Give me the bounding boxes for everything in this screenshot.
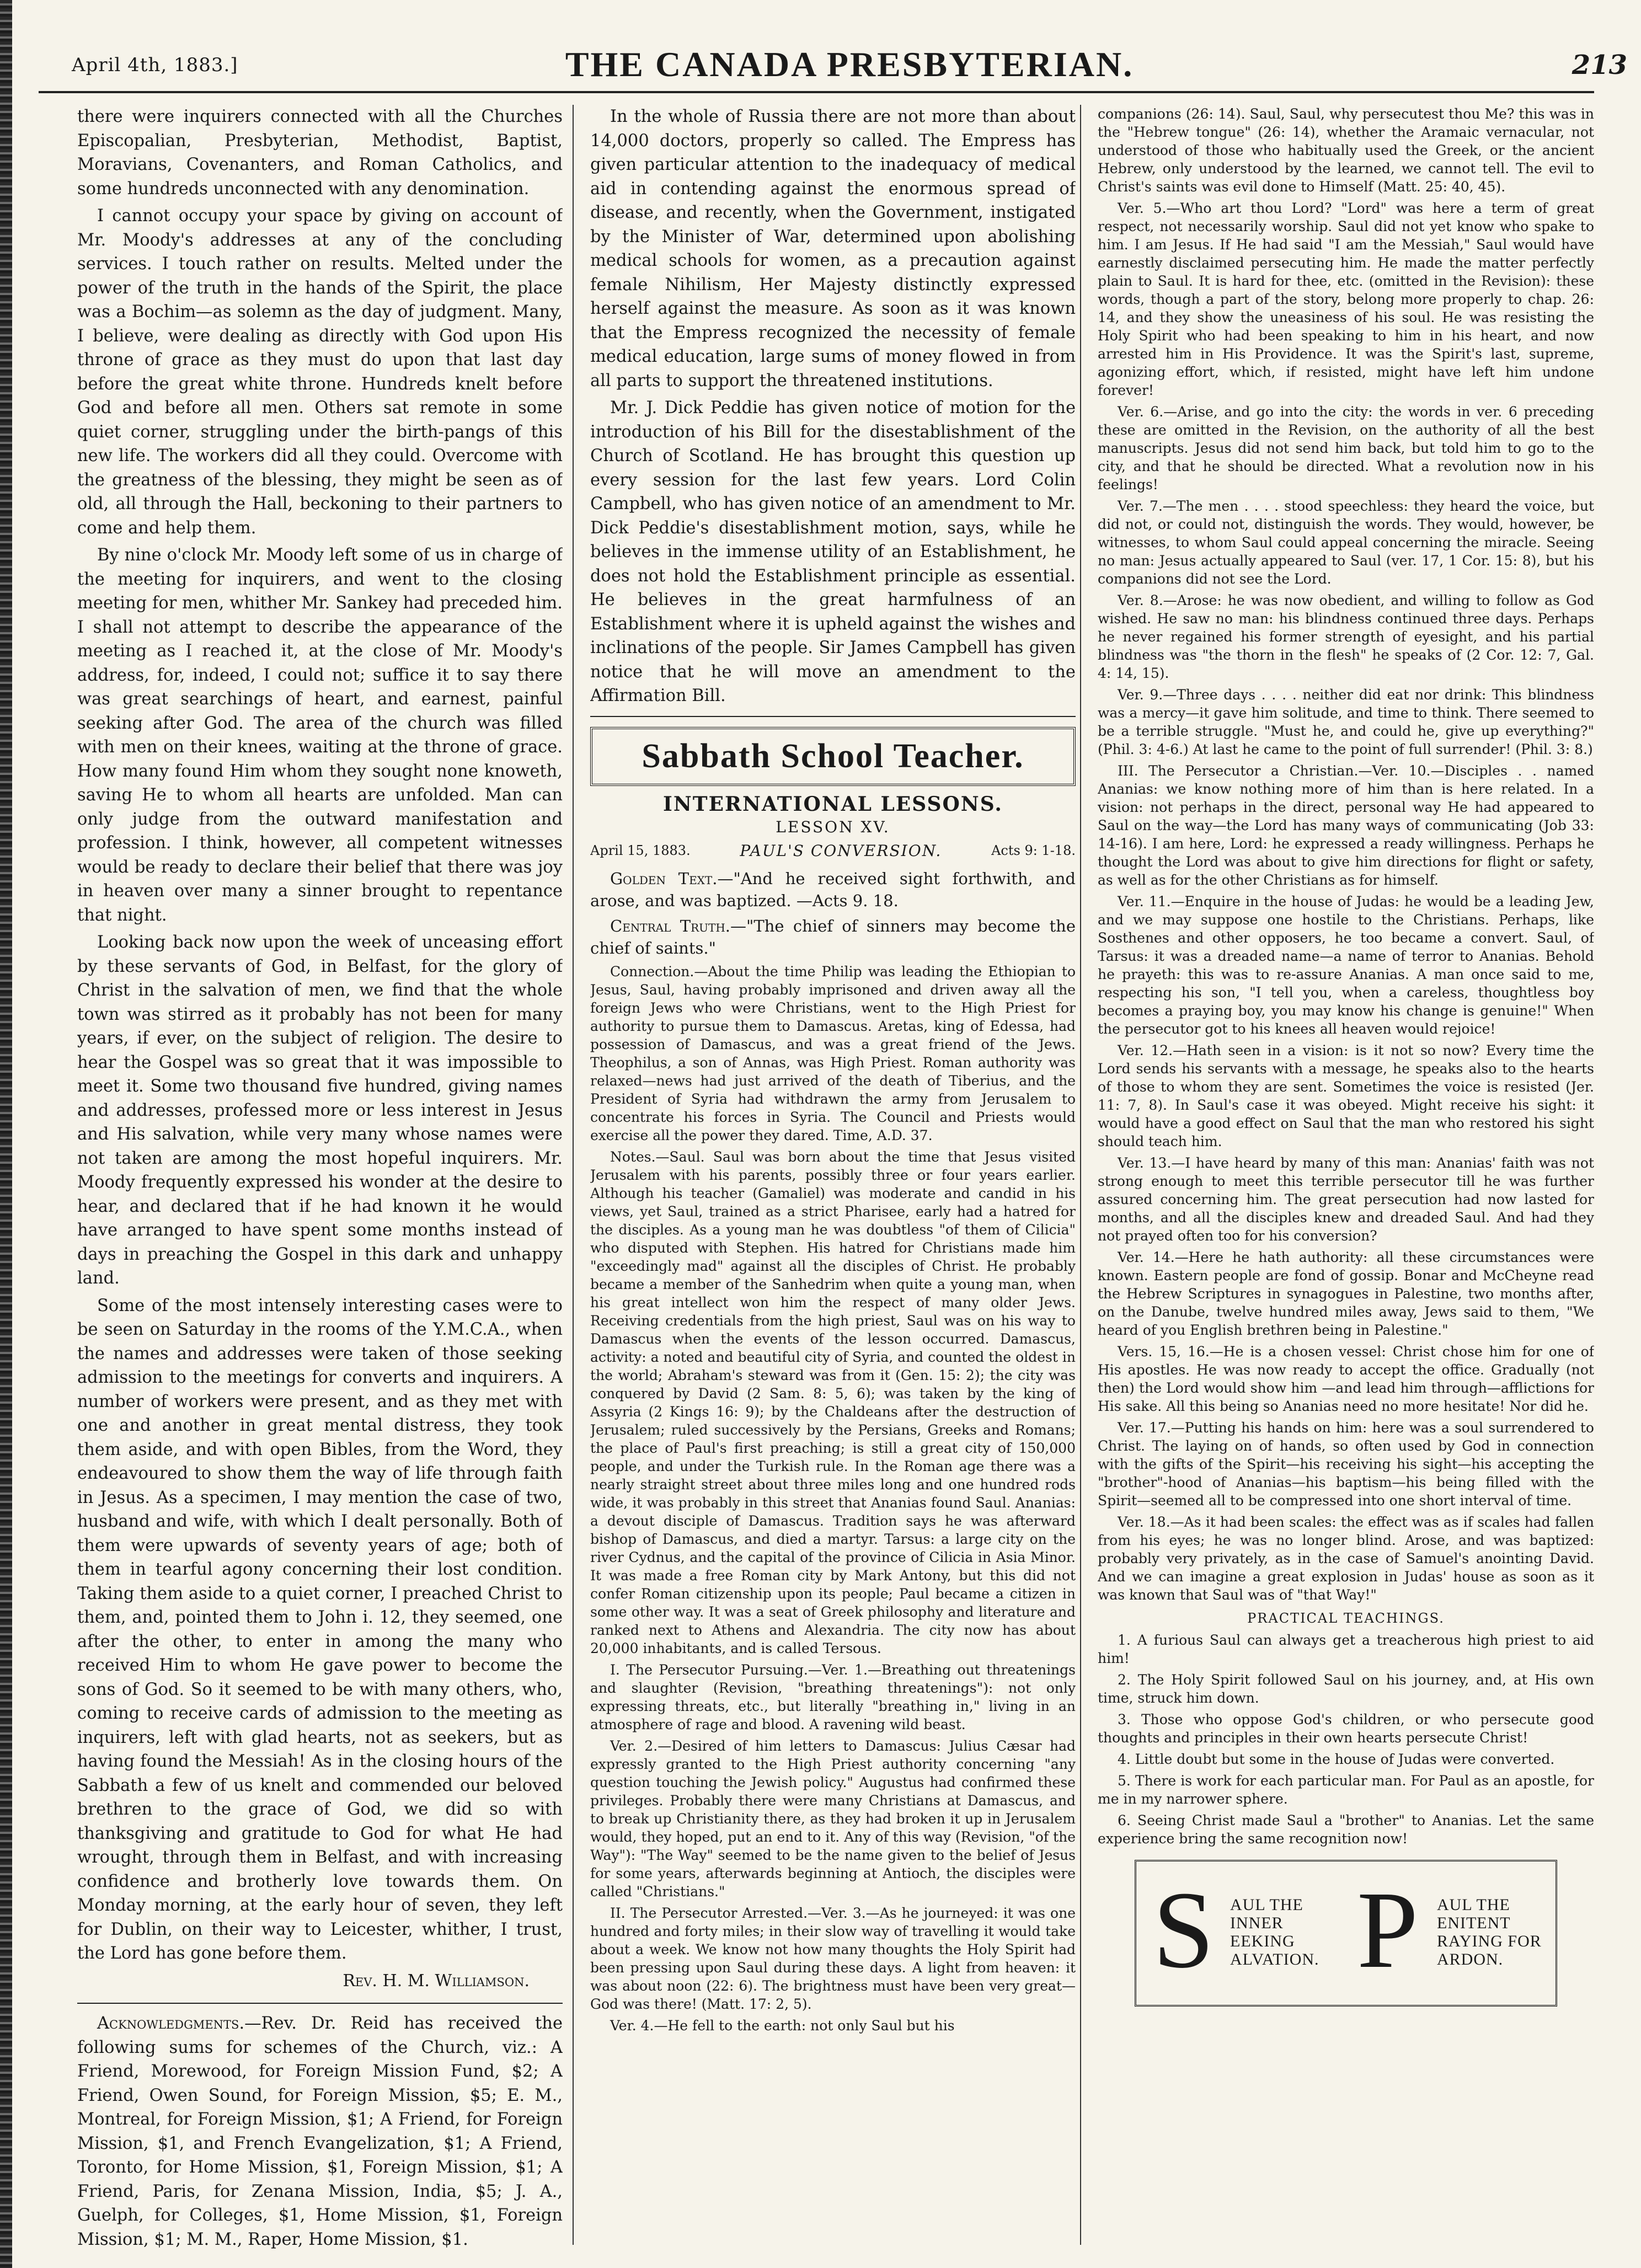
teaching-item: 2. The Holy Spirit followed Saul on his journey, and, at His own time, struck him down.: [1098, 1672, 1594, 1706]
central-truth-body: —"The chief of sinners may become the chief of saints.": [590, 916, 1076, 958]
issue-date: April 4th, 1883.]: [72, 54, 238, 76]
acrostic-line: RAYING FOR: [1437, 1932, 1542, 1950]
article-paragraph: Looking back now upon the week of unceasing effort by these servants of God, in Belfast, for the glory of Christ in the salvation of men, we find that the whole town was stirred as it probably has not been for many years, if ever, on the subject of religion. The desire to hear the Gospel was so great that it was impossible to meet it. Some two thousand five hundred, giving names and addresses, professed more or less interest in Jesus and His salvation, while very many whose names were not taken are among the most hopeful inquirers. Mr. Moody frequently expressed his wonder at the desire to hear, and declared that if he had known it he would have arranged to have spent some months instead of days in preaching the Gospel in this dark and unhappy land.: [77, 933, 563, 1288]
central-truth: [590, 915, 1076, 959]
page-binding-edge: [0, 0, 12, 2268]
lesson-reference: Acts 9: 1-18.: [991, 843, 1076, 858]
acrostic-line: ALVATION.: [1230, 1950, 1319, 1969]
lesson-title: PAUL'S CONVERSION.: [740, 841, 942, 860]
acrostic-line: ARDON.: [1437, 1950, 1504, 1969]
column-1: [77, 105, 563, 2256]
teaching-item: 4. Little doubt but some in the house of Judas were converted.: [1118, 1751, 1555, 1767]
article-paragraph: I cannot occupy your space by giving on account of Mr. Moody's addresses at any of the concluding services. I touch rather on results. Melted under the power of the truth in the hands of the Spirit, the place was a Bochim—as solemn as the day of judgment. Many, I believe, were dealing as directly with God upon His throne of grace as they must do upon that last day before the great white throne. Hundreds knelt before God and before all men. Others sat remote in some quiet corner, struggling under the birth-pangs of this new life. The workers did all they could. Overcome with the greatness of the blessing, they might be seen as of old, all through the Hall, beckoning to their partners to come and help them.: [77, 206, 563, 538]
teaching-item: 5. There is work for each particular man. For Paul as an apostle, for me in my narrower sphere.: [1098, 1773, 1594, 1807]
article-paragraph: Some of the most intensely interesting cases were to be seen on Saturday in the rooms of the Y.M.C.A., when the names and addresses were taken of those seeking admission to the meetings for converts and inquirers. A number of workers were present, and as they met with one and another in great mental distress, they took them aside, and with open Bibles, from the Word, they endeavoured to show them the way of life through faith in Jesus. As a specimen, I may mention the case of two, husband and wife, with which I dealt personally. Both of them were upwards of seventy years of age; both of them in tearful agony concerning their lost condition. Taking them aside to a quiet corner, I preached Christ to them, and, pointed them to John i. 12, they seemed, one after the other, to enter in among the many who received Him to whom He gave power to become the sons of God. So it seemed to be with many others, who, coming to receive cards of admission to the meeting as inquirers, left with glad hearts, not as seekers, but as having found the Messiah! As in the closing hours of the Sabbath a few of us knelt and commended our beloved brethren to the grace of God, we did so with thanksgiving and gratitude to God for what He had wrought, through them in Belfast, and with increasing confidence and brotherly love towards them. On Monday morning, at the early hour of seven, they left for Dublin, on their way to Leicester, whither, I trust, the Lord has gone before them.: [77, 1296, 563, 1963]
acrostic-line: EEKING: [1230, 1932, 1295, 1950]
peddie-paragraph: Mr. J. Dick Peddie has given notice of motion for the introduction of his Bill for the disestablishment of the Church of Scotland. He has brought this question up every session for the last few years. Lord Colin Campbell, who has given notice of an amendment to Mr. Dick Peddie's disestablishment motion, says, while he believes in the immense utility of an Establishment, he does not hold the Establishment principle as essential. He believes in the great harmfulness of an Establishment where it is upheld against the wishes and inclinations of the people. Sir James Campbell has given notice that he will move an amendment to the Affirmation Bill.: [590, 398, 1076, 705]
section-separator: [590, 716, 1076, 717]
russia-doctors-paragraph: In the whole of Russia there are not more than about 14,000 doctors, properly so called. The Empress has given particular attention to the inadequacy of medical aid in contending against the enormous spread of disease, and recently, when the Government, instigated by the Minister of War, determined upon abolishing medical schools for women, as a precaution against female Nihilism, Her Majesty distinctly expressed herself against the measure. As soon as it was known that the Empress recognized the necessity of female medical education, large sums of money flowed in from all parts to support the threatened institutions.: [590, 107, 1076, 391]
author-signature: Rev. H. M. Williamson.: [343, 1971, 530, 1991]
lesson-note: Ver. 17.—Putting his hands on him: here was a soul surrendered to Christ. The laying on of hands, so often used by God in connection with the gifts of the Spirit—his receiving his sight—his accepting the "brother"-hood of Ananias—his baptism—his being filled with the Spirit—seemed all to be compressed into one short interval of time.: [1098, 1420, 1594, 1509]
lesson-note: Ver. 6.—Arise, and go into the city: the words in ver. 6 preceding these are omitted in the Revision, on the authority of all the best manuscripts. Jesus did not send him back, but told him to go to the city, and that he should be directed. What a revolution now in his feelings!: [1098, 404, 1594, 493]
teaching-item: 3. Those who oppose God's children, or who persecute good thoughts and principles in their own hearts persecute Christ!: [1098, 1711, 1594, 1746]
connection-paragraph: Connection.—About the time Philip was leading the Ethiopian to Jesus, Saul, having probably imprisoned and driven away all the foreign Jews who were Christians, went to the High Priest for authority to pursue them to Damascus. Aretas, king of Edessa, had possession of Damascus, and was a great friend of the Jews. Theophilus, a son of Annas, was High Priest. Roman authority was relaxed—news had just arrived of the death of Tiberius, and the President of Syria had withdrawn the army from Jerusalem to concentrate his forces in Syria. The Council and Priests would exercise all the power they dared. Time, A.D. 37.: [590, 963, 1076, 1143]
column-divider-2: [1080, 105, 1081, 2245]
page-number: 213: [1571, 50, 1627, 81]
acrostic-line: AUL THE: [1230, 1896, 1303, 1914]
acknowledgments-label: Acknowledgments.: [97, 2014, 245, 2033]
verse-2-paragraph: Ver. 2.—Desired of him letters to Damascus: Julius Cæsar had expressly granted to the High Priest authority concerning "any question touching the Jewish policy." Augustus had confirmed these privileges. Probably there were many Christians at Damascus, and to break up Christianity there, as they had broken it up in Jerusalem would, they hoped, put an end to it. Any of this way (Revision, "of the Way"): "The Way" seemed to be the name given to the belief of Jesus for some years, afterwards beginning at Antioch, the disciples were called "Christians.": [590, 1737, 1076, 1900]
lesson-note: Ver. 7.—The men . . . . stood speechless: they heard the voice, but did not, or could not, distinguish the words. They would, however, be witnesses, to whom Saul could appeal concerning the miracle. Seeing no man: Jesus actually appeared to Saul (ver. 17, 1 Cor. 15: 8), but his companions did not see the Lord.: [1098, 498, 1594, 587]
article-paragraph: there were inquirers connected with all the Churches Episcopalian, Presbyterian, Methodist, Baptist, Moravians, Covenanters, and Roman Catholics, and some hundreds unconnected with any denomination.: [77, 107, 563, 199]
acrostic-letter-p: P: [1357, 1869, 1419, 1991]
acrostic-left-lines: [1230, 1896, 1319, 1969]
column-2: [590, 105, 1076, 2256]
acrostic-letter-s: S: [1153, 1869, 1215, 1991]
masthead-rule: [39, 91, 1594, 93]
central-truth-label: Central Truth.: [610, 916, 731, 935]
lesson-note: Ver. 13.—I have heard by many of this man: Ananias' faith was not strong enough to meet this terrible persecutor till he was further assured concerning him. The great persecution had now lasted for months, and all the disciples knew and dreaded Saul. And had they not prayed often too for his conversion?: [1098, 1155, 1594, 1244]
lesson-note: Ver. 14.—Here he hath authority: all these circumstances were known. Eastern people are fond of gossip. Bonar and McCheyne read the Hebrew Scriptures in synagogues in Palestine, two months after, on the Danube, twelve hundred miles away, Jews said to them, "We heard of you English brethren being in Palestine.": [1098, 1249, 1594, 1338]
lessons-subheading: INTERNATIONAL LESSONS.: [663, 792, 1003, 816]
persecutor-arrested-paragraph: II. The Persecutor Arrested.—Ver. 3.—As he journeyed: it was one hundred and forty miles; in their slow way of travelling it would take about a week. We know not how many thoughts the Holy Spirit had been pressing upon Saul during these days. A light from heaven: it was about noon (22: 6). The brightness must have been very great—God was there! (Matt. 17: 2, 5).: [590, 1905, 1076, 2012]
golden-text-body: —"And he received sight forthwith, and arose, and was baptized. —Acts 9. 18.: [590, 869, 1076, 910]
acrostic-line: ENITENT: [1437, 1914, 1511, 1932]
notes-paragraph: Notes.—Saul. Saul was born about the time that Jesus visited Jerusalem with his parents, possibly three or four years earlier. Although his teacher (Gamaliel) was moderate and candid in his views, yet Saul, trained as a strict Pharisee, early had a hatred for the disciples. As a young man he was doubtless "of them of Cilicia" who disputed with Stephen. His hatred for Christians made him "exceedingly mad" against all the disciples of Christ. He probably became a member of the Sanhedrim when quite a young man, when his great intellect won him the respect of many older Jews. Receiving credentials from the high priest, Saul was on his way to Damascus when the events of the lesson occurred. Damascus, activity: a noted and beautiful city of Syria, and counted the oldest in the world; Abraham's steward was from it (Gen. 15: 2); the city was conquered by David (2 Sam. 8: 5, 6); was taken by the king of Assyria (2 Kings 16: 9); by the Chaldeans after the destruction of Jerusalem; ruled successively by the Persians, Greeks and Romans; the place of Paul's first preaching; is still a great city of 150,000 people, and under the Turkish rule. In the Roman age there was a nearly straight street about three miles long and one hundred rods wide, it was probably in this street that Ananias found Saul. Ananias: a devout disciple of Damascus. Tradition says he was afterward bishop of Damascus, and died a martyr. Tarsus: a large city on the river Cydnus, and the capital of the province of Cilicia in Asia Minor. It was made a free Roman city by Mark Antony, but this did not confer Roman citizenship upon its people; Paul became a citizen in some other way. It was a seat of Greek philosophy and literature and ranked next to Athens and Alexandria. The city now has about 20,000 inhabitants, and is called Tersous.: [590, 1148, 1076, 1656]
acrostic-line: INNER: [1230, 1914, 1284, 1932]
lesson-date: April 15, 1883.: [590, 843, 691, 858]
golden-text-label: Golden Text.: [610, 869, 718, 888]
lesson-number: LESSON XV.: [776, 817, 890, 836]
masthead: [72, 39, 1627, 88]
teaching-item: 1. A furious Saul can always get a treacherous high priest to aid him!: [1098, 1632, 1594, 1666]
lesson-note: Ver. 5.—Who art thou Lord? "Lord" was here a term of great respect, not necessarily worship. Saul did not yet know who spake to him. I am Jesus. If He had said "I am the Messiah," Saul would have earnestly disclaimed persecuting him. He made the matter perfectly plain to Saul. It is hard for thee, etc. (omitted in the Revision): these words, though a part of the story, belong more properly to chap. 26: 14, and they show the uneasiness of his soul. He was resisting the Holy Spirit who had been speaking to him in his heart, and now arrested him in His Providence. It was the Spirit's last, supreme, agonizing effort, which, if resisted, might have left him undone forever!: [1098, 200, 1594, 398]
acknowledgments-text: —Rev. Dr. Reid has received the following sums for schemes of the Church, viz.: A Friend, Morewood, for Foreign Mission Fund, $2; A Friend, Owen Sound, for Foreign Mission, $5; E. M., Montreal, for Foreign Mission, $1; A Friend, for Foreign Mission, $1, and French Evangelization, $1; A Friend, Toronto, for Home Mission, $1, Foreign Mission, $1; A Friend, Paris, for Zenana Mission, India, $5; J. A., Guelph, for Colleges, $1, Home Mission, $1, Foreign Mission, $1; M. M., Raper, Home Mission, $1.: [77, 2014, 563, 2249]
lesson-header-row: [590, 842, 1076, 860]
department-heading: Sabbath School Teacher.: [590, 727, 1076, 786]
lesson-note: Ver. 11.—Enquire in the house of Judas: he would be a leading Jew, and we may suppose one hostile to the Christians. Perhaps, like Sosthenes and other opposers, he too became a convert. Saul, of Tarsus: it was a dreaded name—a name of terror to Ananias. Behold he prayeth: this was to re-assure Ananias. A man once said to me, respecting his son, "I tell you, when a careless, thoughtless boy becomes a praying boy, you may know his change is genuine!" When the persecutor got to his knees all heaven would rejoice!: [1098, 894, 1594, 1037]
article-paragraph: By nine o'clock Mr. Moody left some of us in charge of the meeting for inquirers, and went to the closing meeting for men, whither Mr. Sankey had preceded him. I shall not attempt to describe the appearance of the meeting as I reached it, at the close of Mr. Moody's address, for, indeed, I could not; suffice it to say there was great searchings of heart, and earnest, painful seeking after God. The area of the church was filled with men on their knees, waiting at the throne of grace. How many found Him whom they sought none knoweth, saving He to whom all hearts are unfolded. Man can only judge from the outward manifestation and profession. I think, however, all competent witnesses would be ready to declare their belief that there was joy in heaven over many a sinner brought to repentance that night.: [77, 545, 563, 925]
practical-teachings-heading: PRACTICAL TEACHINGS.: [1247, 1611, 1445, 1626]
lesson-note: Vers. 15, 16.—He is a chosen vessel: Christ chose him for one of His apostles. He was now ready to accept the office. Gradually (not then) the Lord would show him —and lead him through—afflictions for His sake. All this being so Ananias need no more hesitate! Nor did he.: [1098, 1344, 1594, 1414]
golden-text: [590, 868, 1076, 912]
saul-paul-acrostic-box: [1135, 1860, 1557, 2007]
persecutor-pursuing-paragraph: I. The Persecutor Pursuing.—Ver. 1.—Breathing out threatenings and slaughter (Revision, "breathing threatenings"): not only expressing threats, etc., but literally "breathing in," living in an atmosphere of rage and blood. A ravening wild beast.: [590, 1661, 1076, 1732]
verse-4-paragraph: Ver. 4.—He fell to the earth: not only Saul but his: [610, 2017, 955, 2034]
column-3: [1098, 105, 1594, 2256]
lesson-note: Ver. 12.—Hath seen in a vision: is it not so now? Every time the Lord sends his servants with a message, he speaks also to the hearts of those to whom they are sent. Sometimes the voice is resisted (Jer. 11: 7, 8). In Saul's case it was obeyed. Might receive his sight: it would have a good effect on Saul that the man who restored his sight should teach him.: [1098, 1042, 1594, 1149]
lesson-note: Ver. 18.—As it had been scales: the effect was as if scales had fallen from his eyes; he was no longer blind. Arose, and was baptized: probably very privately, as in the case of Samuel's anointing David. And we can imagine a great explosion in Judas' house as soon as it was known that Saul was of "that Way!": [1098, 1514, 1594, 1603]
section-separator: [77, 2003, 563, 2004]
teaching-item: 6. Seeing Christ made Saul a "brother" to Ananias. Let the same experience bring the same recognition now!: [1098, 1812, 1594, 1847]
newspaper-title: THE CANADA PRESBYTERIAN.: [565, 45, 1134, 84]
lesson-note: Ver. 9.—Three days . . . . neither did eat nor drink: This blindness was a mercy—it gave him solitude, and time to think. There seemed to be a terrible struggle. "Must he, and could he, give up everything?" (Phil. 3: 4-6.) At last he came to the point of full surrender! (Phil. 3: 8.): [1098, 687, 1594, 757]
lesson-note: III. The Persecutor a Christian.—Ver. 10.—Disciples . . named Ananias: we know nothing more of him than is here related. In a vision: not perhaps in the direct, personal way He had appeared to Saul on the way—the Lord has many ways of communicating (Job 33: 14-16). I am here, Lord: he expressed a ready willingness. Perhaps he thought the Lord was about to give him directions for flight or safety, as well as for the other Christians as for himself.: [1098, 763, 1594, 888]
acrostic-right-lines: [1437, 1896, 1542, 1969]
column-divider-1: [573, 105, 574, 2245]
acrostic-line: AUL THE: [1437, 1896, 1510, 1914]
lesson-note: companions (26: 14). Saul, Saul, why persecutest thou Me? this was in the "Hebrew tongue" (26: 14), whether the Aramaic vernacular, not understood of those who habitually used the Greek, or the ancient Hebrew, only understood by the learned, we cannot tell. The evil to Christ's saints was evil done to Himself (Matt. 25: 40, 45).: [1098, 106, 1594, 195]
acknowledgments-paragraph: [77, 2012, 563, 2251]
lesson-note: Ver. 8.—Arose: he was now obedient, and willing to follow as God wished. He saw no man: his blindness continued three days. Perhaps he never regained his former strength of eyesight, and his partial blindness was "the thorn in the flesh" he speaks of (2 Cor. 12: 7, Gal. 4: 14, 15).: [1098, 592, 1594, 681]
